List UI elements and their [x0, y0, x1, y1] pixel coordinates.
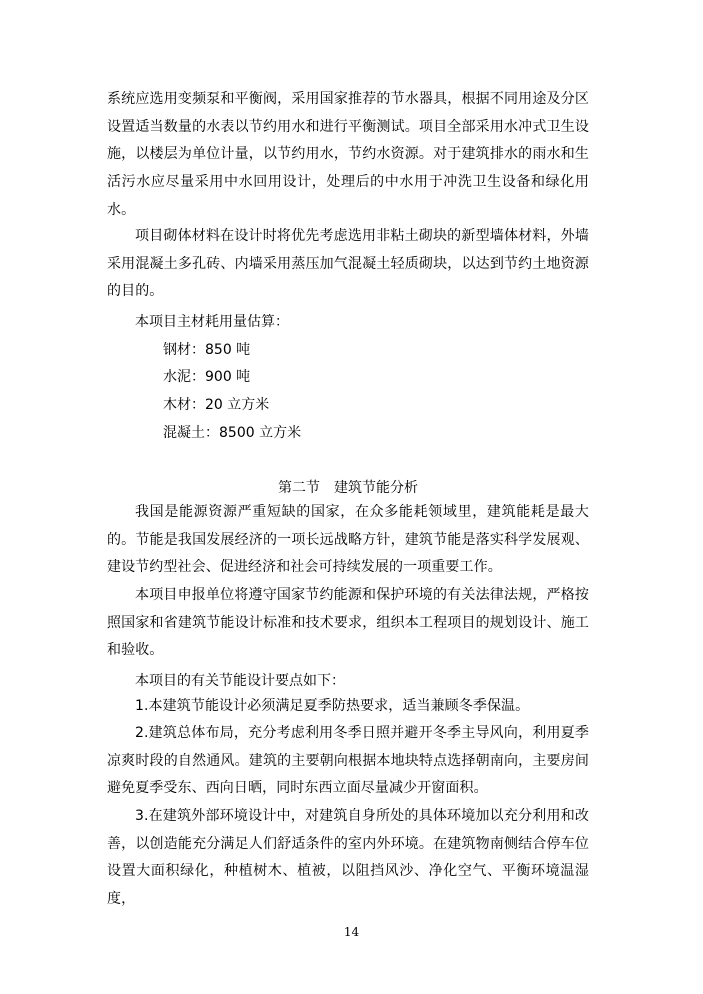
energy-shortage-paragraph: 我国是能源资源严重短缺的国家，在众多能耗领域里，建筑能耗是最大的。节能是我国发展经济的一项长远战略方针，建筑节能是落实科学发展观、建设节约型社会、促进经济和社会可持续发展的一项重要工作。: [107, 504, 589, 576]
design-point-2: 2.建筑总体布局，充分考虑利用冬季日照并避开冬季主导风向，利用夏季凉爽时段的自然通风。建筑的主要朝向根据本地块特点选择朝南向，主要房间避免夏季受东、西向日晒，同时东西立面尽量减少开窗面积。: [107, 725, 589, 797]
design-point-3: 3.在建筑外部环境设计中，对建筑自身所处的具体环境加以充分利用和改善，以创造能充分满足人们舒适条件的室内外环境。在建筑物南侧结合停车位设置大面积绿化，种植树木、植被，以阻挡风沙、净化空气、平衡环境温湿度，: [107, 808, 589, 908]
page-number: 14: [343, 925, 360, 939]
material-steel: 钢材：850 吨: [163, 342, 251, 358]
design-points-intro: 本项目的有关节能设计要点如下：: [135, 673, 345, 689]
material-cement: 水泥：900 吨: [163, 369, 251, 385]
water-saving-paragraph: 系统应选用变频泵和平衡阀，采用国家推荐的节水器具，根据不同用途及分区设置适当数量的水表以节约用水和进行平衡测试。项目全部采用水冲式卫生设施，以楼层为单位计量，以节约用水，节约水资源。对于建筑排水的雨水和生活污水应尽量采用中水回用设计，处理后的中水用于冲洗卫生设备和绿化用水。: [107, 91, 589, 218]
wall-materials-paragraph: 项目砌体材料在设计时将优先考虑选用非粘土砌块的新型墙体材料，外墙采用混凝土多孔砖、内墙采用蒸压加气混凝土轻质砌块，以达到节约土地资源的目的。: [107, 228, 589, 300]
material-concrete: 混凝土：8500 立方米: [163, 425, 302, 441]
design-point-1: 1.本建筑节能设计必须满足夏季防热要求，适当兼顾冬季保温。: [135, 698, 530, 714]
compliance-paragraph: 本项目申报单位将遵守国家节约能源和保护环境的有关法律法规，严格按照国家和省建筑节能设计标准和技术要求，组织本工程项目的规划设计、施工和验收。: [107, 587, 589, 659]
material-timber: 木材：20 立方米: [163, 397, 270, 413]
materials-estimate-intro: 本项目主材耗用量估算：: [135, 314, 289, 330]
section-heading: 第二节 建筑节能分析: [278, 480, 418, 496]
